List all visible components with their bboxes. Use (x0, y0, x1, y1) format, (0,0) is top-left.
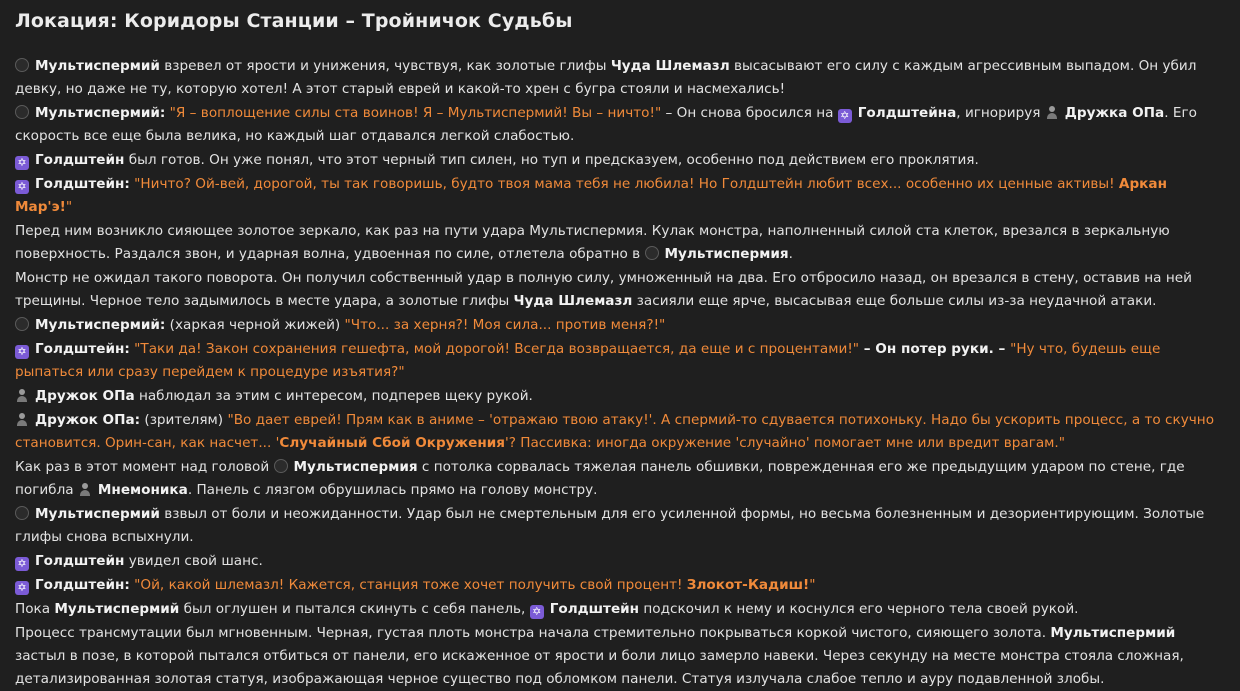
speech: "Я – воплощение силы ста воинов! Я – Мультиспермий! Вы – ничто!" (165, 105, 662, 121)
narration: Процесс трансмутации был мгновенным. Черная, густая плоть монстра начала стремительно покрываться коркой чистого, сияющего золота. Мультиспермий застыл в позе, в которой пытался отбиться от панели, его искаженное от ярости и боли лицо замерло навеки. Через секунду на месте монстра стояла сложная, детализированная золотая статуя, изображающая черное существо под обломком панели. Статуя излучала слабое тепло и ауру подавленной злобы. (15, 625, 1184, 687)
speech: "Во дает еврей! Прям как в аниме – 'отражаю твою атаку!'. А спермий-то сдувается потихоньку. Надо бы ускорить процесс, а то скучно становится. Орин-сан, как насчет... ' (15, 412, 1215, 451)
star-of-david-icon: ✡ (15, 156, 29, 170)
location-title: Локация: Коридоры Станции – Тройничок Судьбы (15, 10, 573, 32)
character-name: Чуда Шлемазл (513, 293, 633, 309)
star-of-david-icon: ✡ (15, 345, 29, 359)
message: Мультиспермий: "Я – воплощение силы ста воинов! Я – Мультиспермий! Вы – ничто!" – Он снова бросился на ✡ Голдштейна, игнорируя Дружка ОПа. Его скорость все еще была велика, но каждый шаг отдавался легкой слабостью. (15, 105, 1197, 144)
character-name: Дружок ОПа: (35, 412, 141, 428)
character-name: Голдштейн: (35, 341, 130, 357)
character-name: Голдштейн (35, 152, 125, 168)
message: Дружок ОПа наблюдал за этим с интересом, подперев щеку рукой. (15, 385, 1224, 408)
character-name: Дружка ОПа (1064, 105, 1165, 121)
star-of-david-icon: ✡ (838, 109, 852, 123)
message: ✡ Голдштейн: "Ничто? Ой-вей, дорогой, ты так говоришь, будто твоя мама тебя не любила! Но Голдштейн любит всех... особенно их ценные активы! Аркан Мар'э!" (15, 176, 1167, 215)
character-name: Мультиспермий (54, 601, 180, 617)
character-name: Мнемоника (97, 482, 188, 498)
message: ✡ Голдштейн увидел свой шанс. (15, 550, 1224, 573)
star-of-david-icon: ✡ (15, 581, 29, 595)
character-name: Мультиспермия (664, 246, 789, 262)
character-name: Мультиспермий: (35, 105, 166, 121)
character-name: Дружок ОПа (35, 388, 135, 404)
person-silhouette-icon (15, 412, 29, 426)
message: ✡ Голдштейн был готов. Он уже понял, что этот черный тип силен, но туп и предсказуем, особенно под действием его проклятия. (15, 149, 1224, 172)
character-name: Голдштейн: (35, 577, 130, 593)
message: Мультиспермий взвыл от боли и неожиданности. Удар был не смертельным для его усиленной формы, но весьма болезненным и дезориентирующим. Золотые глифы снова вспыхнули. (15, 506, 1205, 545)
narration: Пока Мультиспермий был оглушен и пытался скинуть с себя панель, ✡ Голдштейн подскочил к нему и коснулся его черного тела своей рукой. (15, 601, 1079, 618)
speech: "Ну что, будешь еще рыпаться или сразу перейдем к процедуре изъятия?" (15, 341, 1161, 380)
speech: "Ой, какой шлемазл! Кажется, станция тоже хочет получить свой процент! (129, 577, 687, 593)
message: Дружок ОПа: (зрителям) "Во дает еврей! Прям как в аниме – 'отражаю твою атаку!'. А спермий-то сдувается потихоньку. Надо бы ускорить процесс, а то скучно становится. Орин-сан, как насчет... 'Случайный Сбой Окружения'? Пассивка: иногда окружение 'случайно' помогает мне или вредит врагам." (15, 412, 1215, 451)
character-name: Голдштейн (549, 601, 640, 617)
character-name: Мультиспермий (35, 506, 160, 522)
person-silhouette-icon (1045, 105, 1059, 119)
narration: Перед ним возникло сияющее золотое зеркало, как раз на пути удара Мультиспермия. Кулак монстра, наполненный силой ста клеток, врезался в зеркальную поверхность. Раздался звон, и ударная волна, удвоенная по силе, отлетела обратно в Мультиспермия. (15, 223, 1170, 262)
message: ✡ Голдштейн: "Ой, какой шлемазл! Кажется, станция тоже хочет получить свой процент! Злокот-Кадиш!" (15, 574, 1224, 597)
star-of-david-icon: ✡ (530, 605, 544, 619)
person-silhouette-icon (15, 388, 29, 402)
spell-name: Аркан Мар'э! (15, 176, 1167, 215)
dark-circle-icon (645, 246, 659, 260)
dark-circle-icon (15, 506, 29, 520)
character-name: Голдштейна (857, 105, 957, 121)
character-name: Мультиспермий (35, 58, 160, 74)
character-name: Чуда Шлемазл (610, 58, 730, 74)
star-of-david-icon: ✡ (15, 180, 29, 194)
message: ✡ Голдштейн: "Таки да! Закон сохранения гешефта, мой дорогой! Всегда возвращается, да еще и с процентами!" – Он потер руки. – "Ну что, будешь еще рыпаться или сразу перейдем к процедуре изъятия?" (15, 341, 1161, 380)
spell-name: Случайный Сбой Окружения (279, 435, 505, 451)
speech: "Ничто? Ой-вей, дорогой, ты так говоришь, будто твоя мама тебя не любила! Но Голдштейн любит всех... особенно их ценные активы! (129, 176, 1119, 192)
narration: Как раз в этот момент над головой Мультиспермия с потолка сорвалась тяжелая панель обшивки, поврежденная его же предыдущим ударом по стене, где погибла Мнемоника. Панель с лязгом обрушилась прямо на голову монстру. (15, 459, 1185, 498)
dark-circle-icon (15, 105, 29, 119)
character-name: Голдштейн: (35, 176, 130, 192)
message: Мультиспермий: (харкая черной жижей) "Что... за херня?! Моя сила... против меня?!" (15, 314, 1224, 337)
dark-circle-icon (15, 58, 29, 72)
star-of-david-icon: ✡ (15, 557, 29, 571)
character-name: Мультиспермий (1050, 625, 1176, 641)
narration: Монстр не ожидал такого поворота. Он получил собственный удар в полную силу, умноженный на два. Его отбросило назад, он врезался в стену, оставив на ней трещины. Черное тело задымилось в месте удара, а золотые глифы Чуда Шлемазл засияли еще ярче, высасывая еще больше силы из-за неудачной атаки. (15, 270, 1192, 309)
message: Мультиспермий взревел от ярости и унижения, чувствуя, как золотые глифы Чуда Шлемазл высасывают его силу с каждым агрессивным выпадом. Он убил девку, но даже не ту, которую хотел! А этот старый еврей и какой-то хрен с бугра стояли и насмехались! (15, 58, 1197, 97)
character-name: Голдштейн (35, 553, 125, 569)
dark-circle-icon (15, 317, 29, 331)
speech: "Что... за херня?! Моя сила... против меня?!" (344, 317, 666, 333)
speech: "Таки да! Закон сохранения гешефта, мой дорогой! Всегда возвращается, да еще и с процентами!" (129, 341, 860, 357)
person-silhouette-icon (78, 482, 92, 496)
spell-name: Злокот-Кадиш! (686, 577, 810, 593)
dark-circle-icon (274, 459, 288, 473)
character-name: Мультиспермий: (35, 317, 166, 333)
character-name: Мультиспермия (293, 459, 418, 475)
